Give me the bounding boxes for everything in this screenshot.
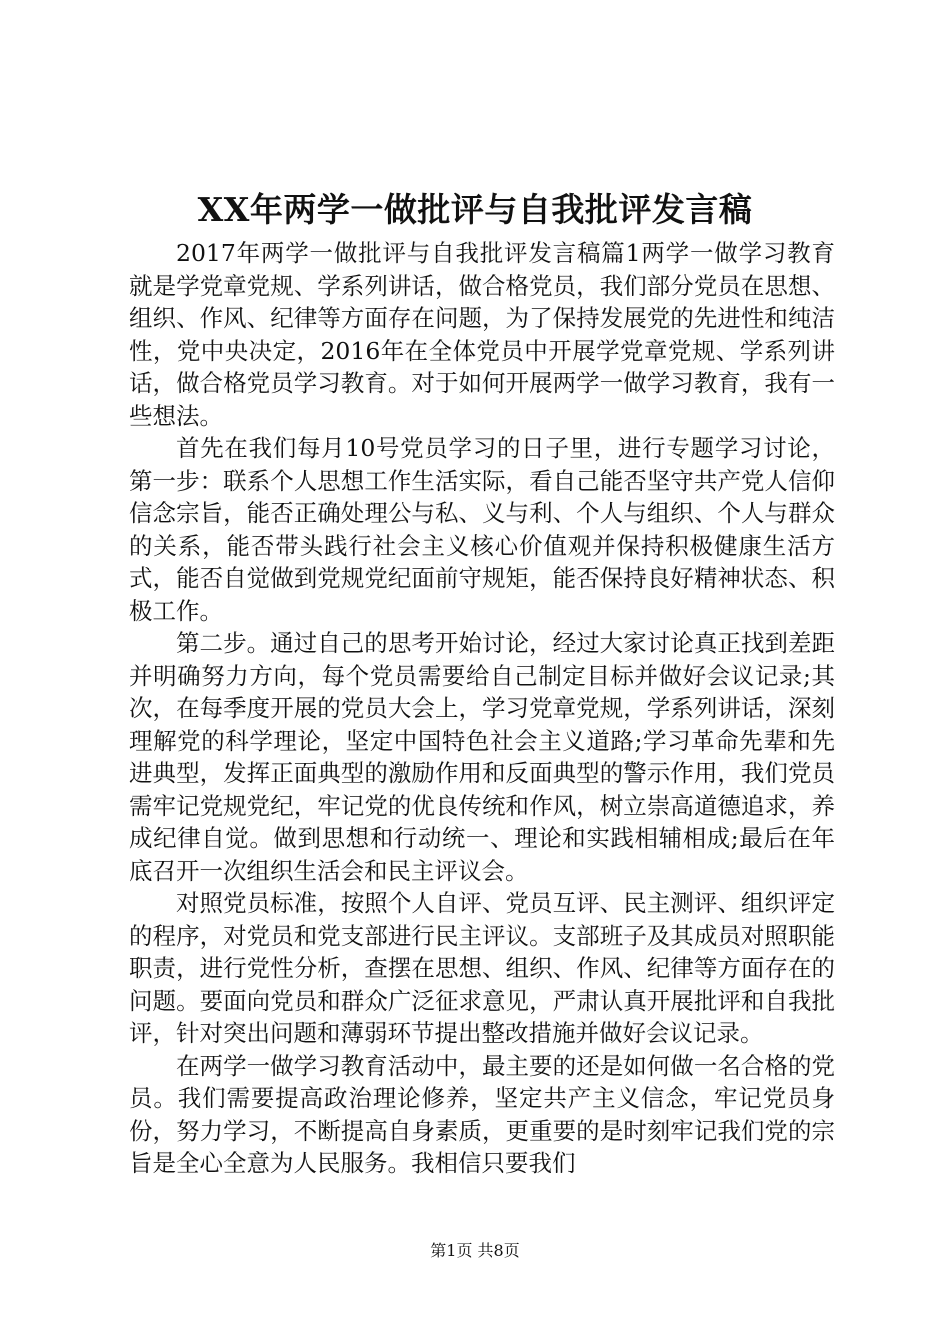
paragraph-5: 在两学一做学习教育活动中，最主要的还是如何做一名合格的党员。我们需要提高政治理论修养，坚定共产主义信念，牢记党员身份，努力学习，不断提高自身素质，更重要的是时刻牢记我们党的宗旨是全心全意为人民服务。我相信只要我们 <box>129 1051 835 1177</box>
document-title: XX年两学一做批评与自我批评发言稿 <box>197 190 753 229</box>
document-body <box>129 237 835 1180</box>
paragraph-1: 2017年两学一做批评与自我批评发言稿篇1两学一做学习教育就是学党章党规、学系列讲话，做合格党员，我们部分党员在思想、组织、作风、纪律等方面存在问题，为了保持发展党的先进性和纯洁性，党中央决定，2016年在全体党员中开展学党章党规、学系列讲话，做合格党员学习教育。对于如何开展两学一做学习教育，我有一些想法。 <box>129 239 835 430</box>
paragraph-4: 对照党员标准，按照个人自评、党员互评、民主测评、组织评定的程序，对党员和党支部进行民主评议。支部班子及其成员对照职能职责，进行党性分析，查摆在思想、组织、作风、纪律等方面存在的问题。要面向党员和群众广泛征求意见，严肃认真开展批评和自我批评，针对突出问题和薄弱环节提出整改措施并做好会议记录。 <box>129 889 835 1047</box>
paragraph-3: 第二步。通过自己的思考开始讨论，经过大家讨论真正找到差距并明确努力方向，每个党员需要给自己制定目标并做好会议记录;其次，在每季度开展的党员大会上，学习党章党规，学系列讲话，深刻理解党的科学理论，坚定中国特色社会主义道路;学习革命先辈和先进典型，发挥正面典型的激励作用和反面典型的警示作用，我们党员需牢记党规党纪，牢记党的优良传统和作风，树立崇高道德追求，养成纪律自觉。做到思想和行动统一、理论和实践相辅相成;最后在年底召开一次组织生活会和民主评议会。 <box>129 629 835 885</box>
paragraph-2: 首先在我们每月10号党员学习的日子里，进行专题学习讨论，第一步：联系个人思想工作生活实际，看自己能否坚守共产党人信仰信念宗旨，能否正确处理公与私、义与利、个人与组织、个人与群众的关系，能否带头践行社会主义核心价值观并保持积极健康生活方式，能否自觉做到党规党纪面前守规矩，能否保持良好精神状态、积极工作。 <box>129 434 835 625</box>
page-number-footer: 第1页 共8页 <box>430 1241 520 1260</box>
